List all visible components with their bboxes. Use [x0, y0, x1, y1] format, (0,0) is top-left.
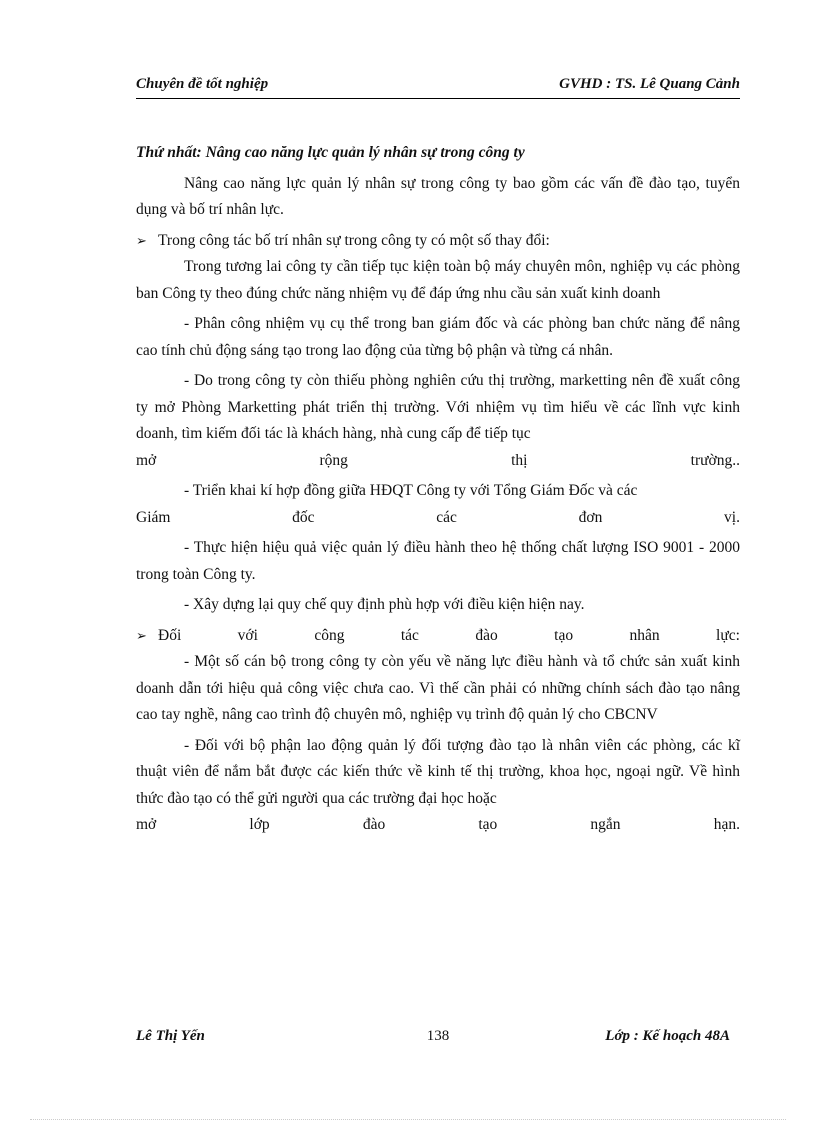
word: thị [511, 451, 528, 469]
word: tác [400, 626, 419, 644]
section-heading: Thứ nhất: Nâng cao năng lực quản lý nhân sự trong công ty [136, 144, 525, 161]
word: Giám [136, 508, 171, 526]
word: lực: [716, 626, 740, 644]
bullet-training-text [158, 623, 740, 650]
header-title: Chuyên đề tốt nghiệp [136, 76, 269, 92]
word: các [436, 508, 457, 526]
paragraph-rules: - Xây dựng lại quy chế quy định phù hợp với điều kiện hiện nay. [184, 596, 585, 613]
word: vị. [724, 508, 740, 526]
paragraph-marketing: - Do trong công ty còn thiếu phòng nghiên cứu thị trường, marketting nên đề xuất công ty mở Phòng Marketting phát triển thị trường. Với nhiệm vụ tìm hiểu về các lĩnh vực kinh doanh, tìm kiếm đối tác là khách hàng, nhà cung cấp để tiếp tục [136, 372, 740, 442]
paragraph-management: - Đối với bộ phận lao động quản lý đối tượng đào tạo là nhân viên các phòng, các kĩ thuật viên để nắm bắt được các kiến thức về kinh tế thị trường, khoa học, ngoại ngữ. Về hình thức đào tạo có thể gửi người qua các trường đại học hoặc [136, 736, 740, 807]
footer-author: Lê Thị Yến [136, 1028, 205, 1044]
word: hạn. [713, 816, 740, 833]
paragraph-assign: - Phân công nhiệm vụ cụ thể trong ban giám đốc và các phòng ban chức năng để nâng cao tính chủ động sáng tạo trong lao động của từng bộ phận và từng cá nhân. [136, 315, 740, 359]
paragraph-management-last-line [136, 812, 740, 839]
paragraph-future: Trong tương lai công ty cần tiếp tục kiện toàn bộ máy chuyên môn, nghiệp vụ các phòng ban Công ty theo đúng chức năng nhiệm vụ để đáp ứng nhu cầu sản xuất kinh doanh [136, 258, 740, 302]
word: với [237, 626, 258, 644]
word: mở [136, 451, 157, 469]
page-header [136, 76, 740, 99]
paragraph-marketing-last-line [136, 448, 740, 475]
bullet-training [136, 623, 740, 650]
arrow-bullet-icon: ➢ [136, 232, 147, 248]
footer-class: Lớp : Kế hoạch 48A [605, 1028, 730, 1044]
word: trường.. [690, 451, 740, 469]
page-number: 138 [426, 1028, 450, 1044]
word: đơn [578, 508, 603, 526]
word: đào [362, 816, 386, 833]
word: tạo [478, 816, 498, 833]
arrow-bullet-icon: ➢ [136, 627, 147, 643]
word: ngắn [590, 816, 621, 833]
page-edge-divider [30, 1119, 786, 1120]
document-body [136, 140, 740, 839]
word: lớp [249, 816, 270, 833]
word: công [314, 626, 345, 644]
paragraph-contract-last-line [136, 505, 740, 532]
page-footer [136, 1028, 740, 1050]
paragraph-intro: Nâng cao năng lực quản lý nhân sự trong công ty bao gồm các vấn đề đào tạo, tuyển dụng và bố trí nhân lực. [136, 174, 740, 218]
header-advisor: GVHD : TS. Lê Quang Cảnh [559, 76, 740, 92]
word: tạo [554, 626, 574, 644]
word: Đối [158, 626, 182, 644]
bullet-staffing [136, 228, 740, 255]
word: rộng [319, 451, 348, 469]
bullet-staffing-text: Trong công tác bố trí nhân sự trong công ty có một số thay đổi: [158, 231, 550, 249]
paragraph-iso: - Thực hiện hiệu quả việc quản lý điều hành theo hệ thống chất lượng ISO 9001 - 2000 trong toàn Công ty. [136, 539, 740, 583]
word: đốc [292, 508, 315, 526]
paragraph-capacity: - Một số cán bộ trong công ty còn yếu về năng lực điều hành và tổ chức sản xuất kinh doanh dẫn tới hiệu quả công việc chưa cao. Vì thế cần phải có những chính sách đào tạo nâng cao tay nghề, nâng cao trình độ chuyên mô, nghiệp vụ trình độ quản lý cho CBCNV [136, 653, 740, 723]
word: nhân [629, 626, 660, 644]
word: mở [136, 816, 157, 833]
word: đào [475, 626, 498, 644]
paragraph-contract: - Triển khai kí hợp đồng giữa HĐQT Công ty với Tổng Giám Đốc và các [184, 482, 638, 499]
